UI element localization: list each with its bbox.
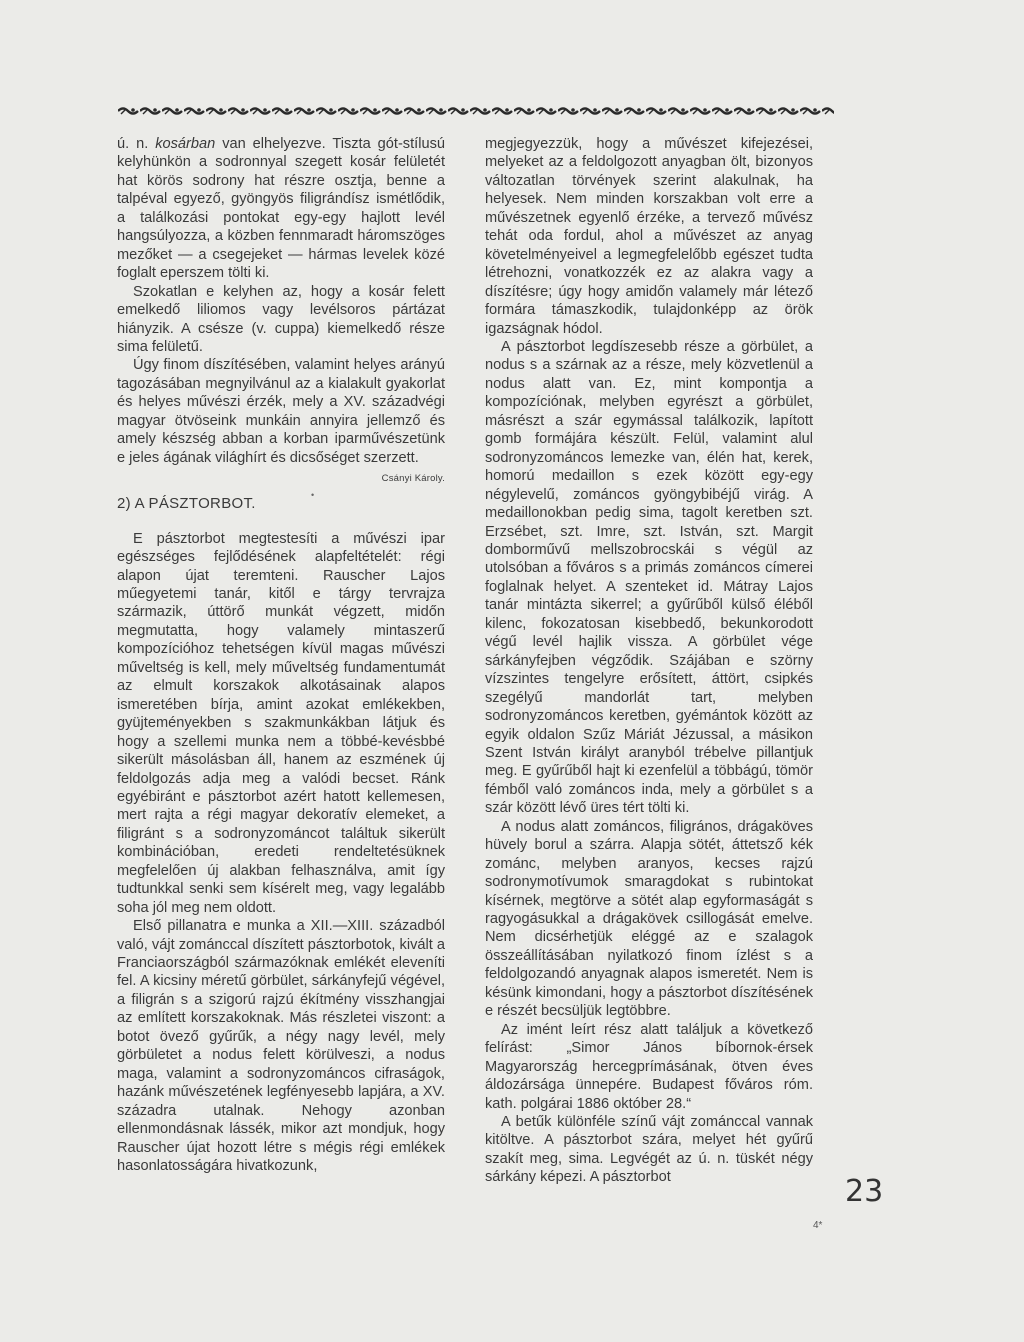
right-column	[485, 135, 813, 1187]
left-column	[117, 135, 445, 1175]
stray-mark: •	[311, 490, 315, 500]
paragraph: megjegyezzük, hogy a művészet kifejezései, melyeket az a feldolgozott anyagban ölt, bizonyos változatlan törvények szerint alakulnak, ha helyesek. Nem minden korszakban volt erre a művészetnek egyenlő érzéke, a tervező művész tehát oda fordul, ahol a művészet az anyag követelményeivel a legmegfelelőbb egészet tudta létrehozni, vonatkozzék ez az alakra vagy a díszítésre; úgy hogy amidőn valamely már létező formára támaszkodik, tulajdonképp az örök igazságnak hódol.	[485, 136, 813, 337]
text-span: van elhelyezve. Tiszta gót-stílusú kelyhünkön a sodronnyal szegett kosár felületét hat körös sodrony hat részre osztja, benne a talpéval egyező, gyöngyös filigrándísz ismétlődik, a találkozási pontokat egy-egy hajlott levél hangsúlyozza, a közben fennmaradt háromszöges mezőket — a csegejeket — hármas levelek közé foglalt eperszem tölti ki.	[117, 136, 445, 282]
text-span: Úgy finom díszítésében, valamint helyes arányú tagozásában megnyilvánul az a kialakult gyakorlat és helyes művészi érzék, mely a XV. századvégi magyar ötvöseink munkáin annyira jellemző és amely készség abban a korban iparművészetünk e jeles ágának világhírt és dicsőséget szerzett.	[117, 357, 445, 466]
text-span: ú. n.	[117, 136, 149, 152]
author-signature: Csányi Károly.	[381, 473, 445, 485]
signature-mark: 4*	[813, 1220, 823, 1231]
paragraph: Első pillanatra e munka a XII.—XIII. századból való, vájt zománccal díszített pásztorbotok, kivált a Franciaországból származóknak emlékét eleveníti fel. A kicsiny méretű görbület, sárkányfejű végével, a filigrán s a szigorú rajzú ékítmény visszhangjai az említett korszakoknak. Más részletei viszont: a botot övező gyűrűk, a négy nagy levél, mely görbületet a nodus felett körülveszi, a nodus maga, valamint a sodronyzománcos cifraságok, hazánk művészetének legfényesebb lapjára, a XV. századra utalnak. Nehogy azonban ellenmondásnak lássék, mikor azt mondjuk, hogy Rauscher újat hozott létre s mégis régi emlékek hasonlatosságára hivatkozunk,	[117, 918, 445, 1175]
paragraph: A pásztorbot legdíszesebb része a görbület, a nodus s a szárnak az a része, mely közvetlenül a nodus alatt van. Ez, mint kompontja a kompozíciónak, melyben egyrészt a görbület, másrészt a szár egymással találkozik, lapított gomb formájára készült. Felül, valamint alul sodronyzománcos lemezke van, élén hat, kerek, homorú medaillon s ezek között egy-egy négylevelű, zománcos gyöngybibéjű virág. A medaillonokban pedig sima, tagolt keretben szt. Erzsébet, szt. Imre, szt. István, szt. Margit domborművű mellszobrocskái s végül az utolsóban a főváros s a primás zománcos címerei foglalnak helyet. A szenteket id. Mátray Lajos tanár mintázta sikerrel; a gyűrűből külső éléből kilenc, fokozatosan kisebbedő, bekunkorodott végű levél hajlik vissza. A görbület vége sárkányfejben végződik. Szájában e szörny vízszintes tengelyre erősített, áttört, csipkés szegélyű mandorlát tart, melyben sodronyzománcos keretben, gyémántok között az egyik oldalon Szűz Máriát Jézussal, a másikon Szent István királyt aranyból trébelve pillantjuk meg. E gyűrűből hajt ki ezenfelül a többágú, tömör fémből való zománcos inda, mely a görbület s a szár között lévő üres tért tölti ki.	[485, 338, 813, 817]
decorative-border-ornament	[118, 106, 834, 115]
paragraph	[117, 356, 445, 485]
emphasis-text: kosárban	[155, 136, 216, 152]
paragraph: A betűk különféle színű vájt zománccal vannak kitöltve. A pásztorbot szára, melyet hét gyűrű szakít meg, sima. Legvégét az ú. n. tüskét négy sárkány képezi. A pásztorbot	[485, 1114, 813, 1186]
paragraph	[117, 135, 445, 283]
section-heading: 2) A PÁSZTORBOT.	[117, 495, 256, 513]
page-number: 23	[845, 1174, 884, 1209]
paragraph: E pásztorbot megtestesíti a művészi ipar egészséges fejlődésének alapfeltételét: régi alapon újat teremteni. Rauscher Lajos műegyetemi tanár, kitől e tárgy tervrajza származik, úttörő munkát végzett, midőn megmutatta, hogy valamely mintaszerű kompozícióhoz tehetségen kívül magas művészi műveltség is kell, mely műveltség fundamentumát az elmult korszakok alkotásainak alapos ismeretében bírja, amint azokat emlékekben, gyüjteményekben s szakmunkákban látjuk és hogy a szellemi munka nem a többé-kevésbbé sikerült másolásban áll, hanem az eszmének új feldolgozás adja meg a valódi becset. Ránk egyébiránt e pásztorbot azért hatott kellemesen, mert rajta a régi magyar dekoratív elemeket, a filigránt s a sodronyzománcot találtuk sikerült kombinációban, eredeti rendeltetésüknek megfelelően új alakban felhasználva, amit így tudtunkkal senki sem kísérelt meg, vagy legalább soha jól meg nem oldott.	[117, 530, 445, 916]
paragraph: A nodus alatt zománcos, filigrános, drágaköves hüvely borul a szárra. Alapja sötét, áttetsző kék zománc, melyben aranyos, kecses rajzú sodronymotívumok smaragdokat s rubintokat kísérnek, megtörve a sötét alap egyformaságát s ragyogásukkal a drágakövek csillogását emelve. Nem dicsérhetjük eléggé az e szalagok összeállításában nyilatkozó finom ízlést s a feldolgozandó anyagnak alapos ismeretét. Nem is késünk kimondani, hogy a pásztorbot díszítésének e részét becsüljük legtöbbre.	[485, 818, 813, 1020]
paragraph: Az imént leírt rész alatt találjuk a következő felírást: „Simor János bíbornok-érsek Magyarország hercegprímásának, ötven éves áldozársága ünnepére. Budapest főváros róm. kath. polgárai 1886 október 28.“	[485, 1021, 813, 1112]
paragraph: Szokatlan e kelyhen az, hogy a kosár felett emelkedő liliomos vagy levélsoros pártázat hiányzik. A csésze (v. cuppa) kiemelkedő része sima felületű.	[117, 283, 445, 355]
